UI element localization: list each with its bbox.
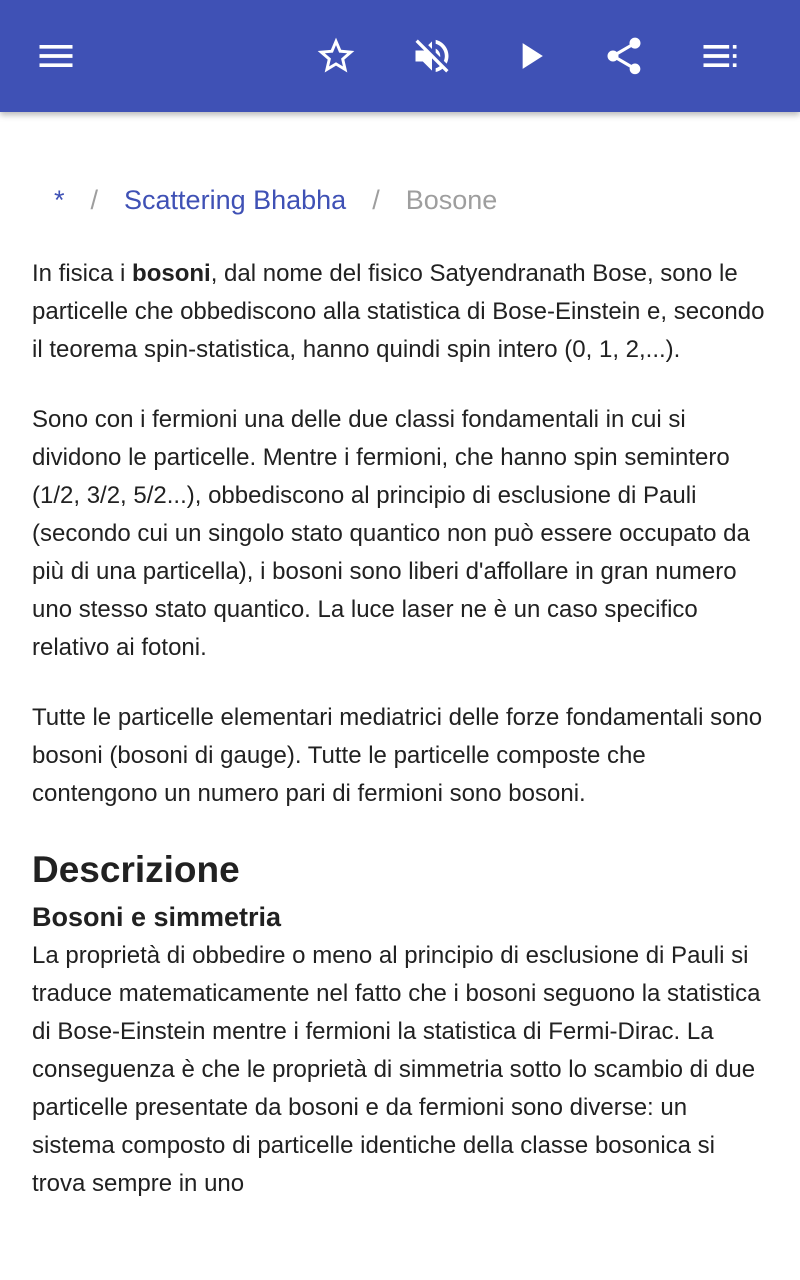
paragraph-gauge: Tutte le particelle elementari mediatrici delle forze fondamentali sono bosoni (bosoni di gauge). Tutte le particelle composte che contengono un numero pari di fermioni sono bosoni. [32,704,763,807]
breadcrumb-separator: / [372,184,380,215]
playlist-icon[interactable] [692,28,748,84]
breadcrumb-home-link[interactable]: * [54,184,65,215]
article-body [32,255,772,1235]
section-heading-descrizione: Descrizione [32,849,240,890]
star-icon[interactable] [308,28,364,84]
share-icon[interactable] [596,28,652,84]
paragraph-simmetria: La proprietà di obbedire o meno al principio di esclusione di Pauli si traduce matematicamente nel fatto che i bosoni seguono la statistica di Bose-Einstein mentre i fermioni la statistica di Fermi-Dirac. La conseguenza è che le proprietà di simmetria sotto lo scambio di due particelle presentate da bosoni e da fermioni sono diverse: un sistema composto di particelle identiche della classe bosonica si trova sempre in uno [32,942,761,1197]
breadcrumb [32,180,497,220]
breadcrumb-parent-link[interactable]: Scattering Bhabha [124,184,347,215]
breadcrumb-separator: / [90,184,99,215]
app-toolbar [0,0,800,112]
play-icon[interactable] [502,28,558,84]
intro-bold-term: bosoni [132,260,211,287]
article-content [0,112,800,1280]
paragraph-fermioni: Sono con i fermioni una delle due classi fondamentali in cui si dividono le particelle. Mentre i fermioni, che hanno spin semintero (1/2, 3/2, 5/2...), obbediscono al principio di esclusione di Pauli (secondo cui un singolo stato quantico non può essere occupato da più di una particella), i bosoni sono liberi d'affollare in gran numero uno stesso stato quantico. La luce laser ne è un caso specifico relativo ai fotoni. [32,406,750,661]
subsection-heading-simmetria: Bosoni e simmetria [32,902,282,932]
menu-icon[interactable] [28,28,84,84]
breadcrumb-current: Bosone [405,184,498,215]
intro-paragraph [32,255,772,369]
volume-off-icon[interactable] [404,28,460,84]
intro-text-start: In fisica i [32,260,133,287]
intro-text-end: , dal nome del fisico Satyendranath Bose, sono le particelle che obbediscono alla statistica di Bose-Einstein e, secondo il teorema spin-statistica, hanno quindi spin intero (0, 1, 2,...). [32,260,765,363]
